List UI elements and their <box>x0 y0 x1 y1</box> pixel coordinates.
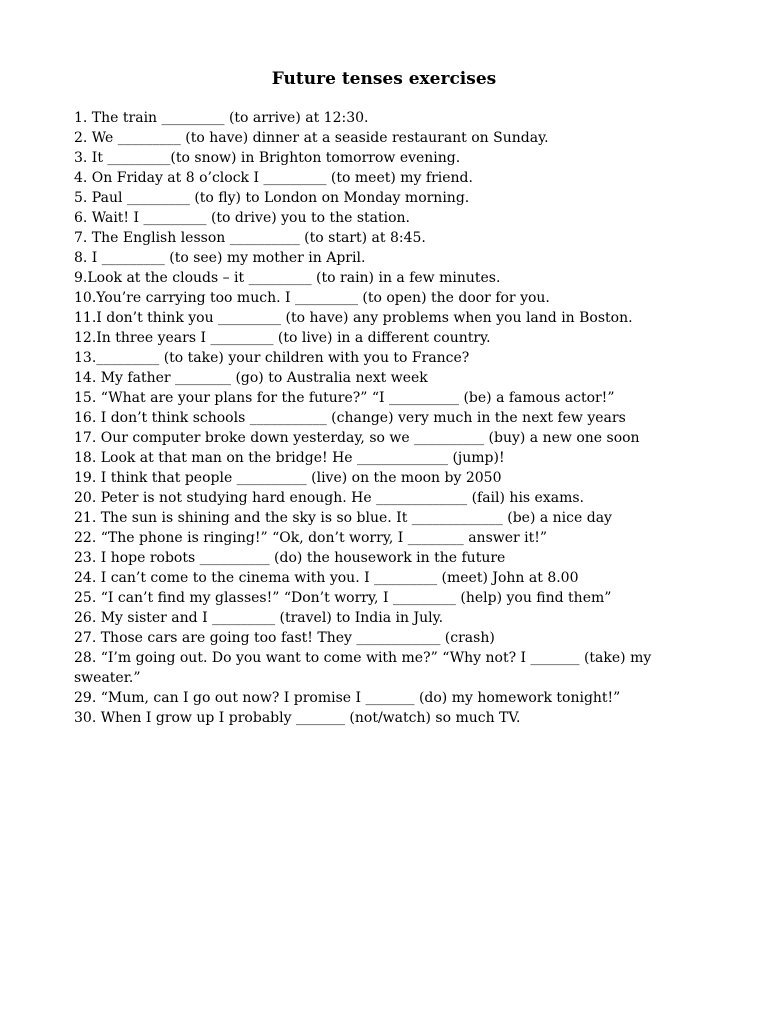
exercise-item: 25. “I can’t find my glasses!” “Don’t worry, I _________ (help) you find them” <box>74 590 612 606</box>
exercise-item: 24. I can’t come to the cinema with you. I _________ (meet) John at 8.00 <box>74 570 579 586</box>
exercise-item: 1. The train _________ (to arrive) at 12:30. <box>74 110 369 126</box>
exercise-item: 6. Wait! I _________ (to drive) you to the station. <box>74 210 410 226</box>
exercise-item: 30. When I grow up I probably _______ (not/watch) so much TV. <box>74 710 521 726</box>
exercise-item: 19. I think that people __________ (live) on the moon by 2050 <box>74 470 502 486</box>
exercise-item: 11.I don’t think you _________ (to have) any problems when you land in Boston. <box>74 310 633 326</box>
exercise-item: 17. Our computer broke down yesterday, so we __________ (buy) a new one soon <box>74 430 640 446</box>
exercise-item: 20. Peter is not studying hard enough. He _____________ (fail) his exams. <box>74 490 584 506</box>
exercise-item: 29. “Mum, can I go out now? I promise I _______ (do) my homework tonight!” <box>74 690 621 706</box>
exercise-item: 22. “The phone is ringing!” “Ok, don’t worry, I ________ answer it!” <box>74 530 548 546</box>
exercise-item: 15. “What are your plans for the future?” “I __________ (be) a famous actor!” <box>74 390 615 406</box>
exercise-item: 28. “I’m going out. Do you want to come with me?” “Why not? I _______ (take) my sweater.” <box>74 650 652 686</box>
exercise-item: 8. I _________ (to see) my mother in April. <box>74 250 366 266</box>
exercise-item: 23. I hope robots __________ (do) the housework in the future <box>74 550 506 566</box>
exercise-item: 4. On Friday at 8 o’clock I _________ (to meet) my friend. <box>74 170 473 186</box>
exercise-item: 7. The English lesson __________ (to start) at 8:45. <box>74 230 426 246</box>
exercise-item: 12.In three years I _________ (to live) in a different country. <box>74 330 491 346</box>
page-title: Future tenses exercises <box>271 69 497 89</box>
exercise-item: 14. My father ________ (go) to Australia next week <box>74 370 428 386</box>
exercise-item: 9.Look at the clouds – it _________ (to rain) in a few minutes. <box>74 270 501 286</box>
exercise-item: 2. We _________ (to have) dinner at a seaside restaurant on Sunday. <box>74 130 549 146</box>
exercise-list <box>74 108 704 728</box>
exercise-item: 5. Paul _________ (to fly) to London on Monday morning. <box>74 190 470 206</box>
exercise-item: 3. It _________(to snow) in Brighton tomorrow evening. <box>74 150 461 166</box>
exercise-item: 18. Look at that man on the bridge! He _____________ (jump)! <box>74 450 505 466</box>
exercise-item: 26. My sister and I _________ (travel) to India in July. <box>74 610 444 626</box>
exercise-item: 10.You’re carrying too much. I _________ (to open) the door for you. <box>74 290 550 306</box>
exercise-item: 16. I don’t think schools ___________ (change) very much in the next few years <box>74 410 626 426</box>
exercise-item: 21. The sun is shining and the sky is so blue. It _____________ (be) a nice day <box>74 510 612 526</box>
exercise-item: 27. Those cars are going too fast! They ____________ (crash) <box>74 630 495 646</box>
exercise-item: 13._________ (to take) your children with you to France? <box>74 350 470 366</box>
